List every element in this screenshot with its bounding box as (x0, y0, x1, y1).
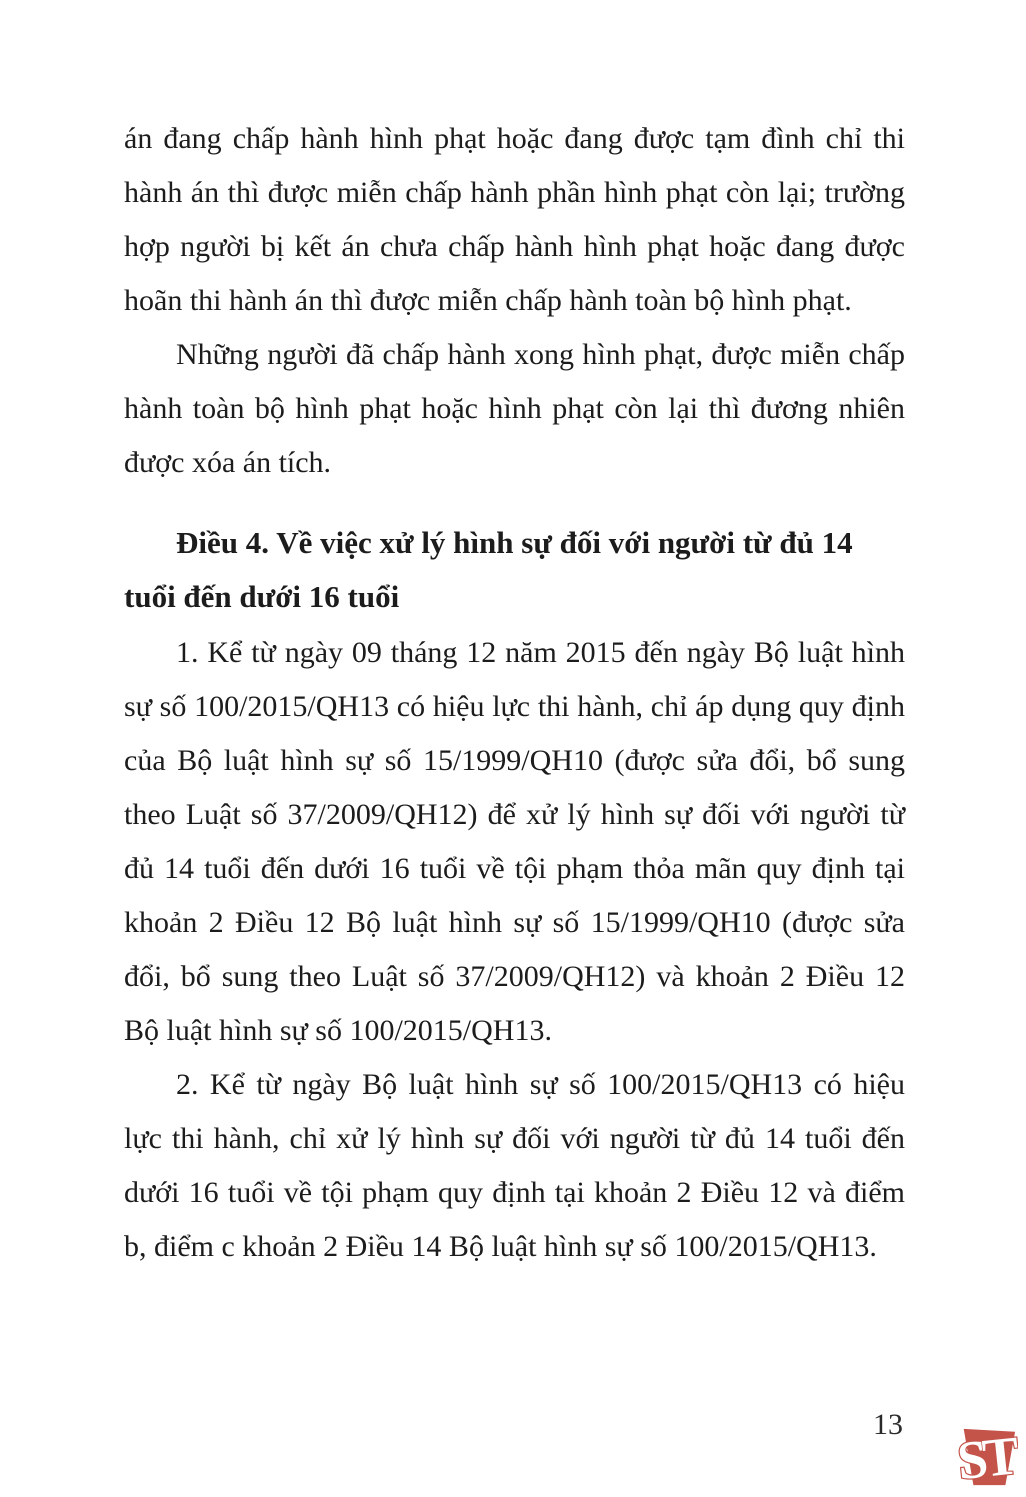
paragraph: Những người đã chấp hành xong hình phạt, được miễn chấp hành toàn bộ hình phạt hoặc hình phạt còn lại thì đương nhiên được xóa án tích. (124, 338, 905, 479)
paragraph-continuation: án đang chấp hành hình phạt hoặc đang được tạm đình chỉ thi hành án thì được miễn chấp hành phần hình phạt còn lại; trường hợp người bị kết án chưa chấp hành hình phạt hoặc đang được hoãn thi hành án thì được miễn chấp hành toàn bộ hình phạt. (124, 122, 905, 317)
page-number: 13 (873, 1408, 903, 1441)
paragraph-clause-2: 2. Kể từ ngày Bộ luật hình sự số 100/2015/QH13 có hiệu lực thi hành, chỉ xử lý hình sự đối với người từ đủ 14 tuổi đến dưới 16 tuổi về tội phạm quy định tại khoản 2 Điều 12 và điểm b, điểm c khoản 2 Điều 14 Bộ luật hình sự số 100/2015/QH13. (124, 1068, 905, 1263)
article-4-heading: Điều 4. Về việc xử lý hình sự đối với người từ đủ 14 tuổi đến dưới 16 tuổi (124, 525, 853, 614)
logo-st-text: ST (954, 1425, 1018, 1492)
paragraph-clause-1: 1. Kể từ ngày 09 tháng 12 năm 2015 đến ngày Bộ luật hình sự số 100/2015/QH13 có hiệu lực thi hành, chỉ áp dụng quy định của Bộ luật hình sự số 15/1999/QH10 (được sửa đổi, bổ sung theo Luật số 37/2009/QH12) để xử lý hình sự đối với người từ đủ 14 tuổi đến dưới 16 tuổi về tội phạm thỏa mãn quy định tại khoản 2 Điều 12 Bộ luật hình sự số 15/1999/QH10 (được sửa đổi, bổ sung theo Luật số 37/2009/QH12) và khoản 2 Điều 12 Bộ luật hình sự số 100/2015/QH13. (124, 636, 905, 1047)
page-content (124, 112, 905, 1274)
publisher-logo-icon (954, 1421, 1018, 1493)
publisher-logo (954, 1421, 1018, 1493)
